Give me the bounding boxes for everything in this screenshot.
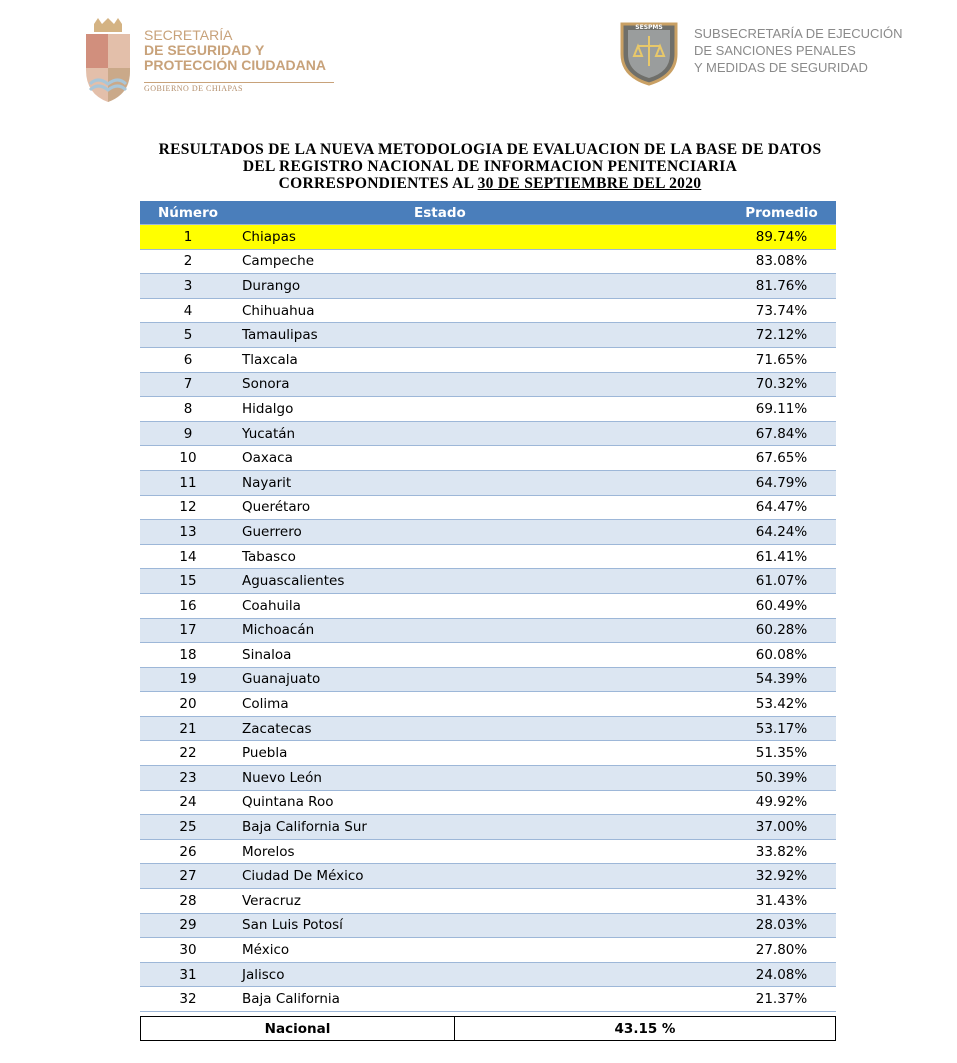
row-average: 54.39% xyxy=(727,667,836,692)
right-org-line3: Y MEDIDAS DE SEGURIDAD xyxy=(694,60,868,75)
row-number: 24 xyxy=(140,790,236,815)
table-row xyxy=(140,298,836,323)
row-state: Baja California Sur xyxy=(236,815,727,840)
row-average: 69.11% xyxy=(727,397,836,422)
row-number: 12 xyxy=(140,495,236,520)
row-state: Hidalgo xyxy=(236,397,727,422)
row-number: 27 xyxy=(140,864,236,889)
row-state: Oaxaca xyxy=(236,446,727,471)
row-state: Tabasco xyxy=(236,544,727,569)
row-number: 22 xyxy=(140,741,236,766)
row-state: Guanajuato xyxy=(236,667,727,692)
row-average: 37.00% xyxy=(727,815,836,840)
table-row xyxy=(140,446,836,471)
row-state: Sinaloa xyxy=(236,643,727,668)
row-average: 53.42% xyxy=(727,692,836,717)
table-row xyxy=(140,593,836,618)
row-average: 67.65% xyxy=(727,446,836,471)
row-state: Ciudad De México xyxy=(236,864,727,889)
row-number: 21 xyxy=(140,716,236,741)
row-state: Colima xyxy=(236,692,727,717)
title-line1: RESULTADOS DE LA NUEVA METODOLOGIA DE EVALUACION DE LA BASE DE DATOS xyxy=(158,141,822,158)
row-state: San Luis Potosí xyxy=(236,913,727,938)
row-number: 25 xyxy=(140,815,236,840)
row-state: Jalisco xyxy=(236,962,727,987)
right-org-line1: SUBSECRETARÍA DE EJECUCIÓN xyxy=(694,26,903,41)
table-row xyxy=(140,225,836,250)
national-label: Nacional xyxy=(141,1017,455,1040)
row-average: 53.17% xyxy=(727,716,836,741)
table-row xyxy=(140,692,836,717)
row-number: 29 xyxy=(140,913,236,938)
row-state: Sonora xyxy=(236,372,727,397)
row-state: Baja California xyxy=(236,987,727,1012)
row-state: Morelos xyxy=(236,839,727,864)
row-state: Nayarit xyxy=(236,470,727,495)
row-state: México xyxy=(236,938,727,963)
row-number: 17 xyxy=(140,618,236,643)
row-number: 26 xyxy=(140,839,236,864)
row-average: 51.35% xyxy=(727,741,836,766)
row-average: 32.92% xyxy=(727,864,836,889)
row-state: Aguascalientes xyxy=(236,569,727,594)
right-org-line2: DE SANCIONES PENALES xyxy=(694,43,856,58)
table-row xyxy=(140,372,836,397)
row-number: 1 xyxy=(140,225,236,250)
table-row xyxy=(140,815,836,840)
row-number: 6 xyxy=(140,347,236,372)
row-state: Veracruz xyxy=(236,889,727,914)
table-row xyxy=(140,962,836,987)
left-org-line2: DE SEGURIDAD Y xyxy=(144,42,265,58)
table-row xyxy=(140,347,836,372)
table-header-row xyxy=(140,201,836,225)
title-line2: DEL REGISTRO NACIONAL DE INFORMACION PENITENCIARIA xyxy=(242,158,738,175)
table-row xyxy=(140,938,836,963)
row-number: 7 xyxy=(140,372,236,397)
table-row xyxy=(140,520,836,545)
badge-text: SESPMS xyxy=(635,24,663,31)
table-row xyxy=(140,421,836,446)
row-number: 28 xyxy=(140,889,236,914)
table-row xyxy=(140,249,836,274)
row-number: 19 xyxy=(140,667,236,692)
row-number: 31 xyxy=(140,962,236,987)
row-state: Durango xyxy=(236,274,727,299)
table-row xyxy=(140,766,836,791)
row-average: 60.08% xyxy=(727,643,836,668)
table-row xyxy=(140,569,836,594)
table-row xyxy=(140,741,836,766)
row-average: 60.49% xyxy=(727,593,836,618)
table-row xyxy=(140,618,836,643)
table-row xyxy=(140,470,836,495)
row-average: 28.03% xyxy=(727,913,836,938)
row-state: Quintana Roo xyxy=(236,790,727,815)
row-average: 50.39% xyxy=(727,766,836,791)
title-line3-prefix: CORRESPONDIENTES AL xyxy=(278,175,478,192)
table-row xyxy=(140,913,836,938)
row-average: 33.82% xyxy=(727,839,836,864)
row-number: 2 xyxy=(140,249,236,274)
row-number: 15 xyxy=(140,569,236,594)
row-number: 10 xyxy=(140,446,236,471)
row-number: 5 xyxy=(140,323,236,348)
row-average: 61.41% xyxy=(727,544,836,569)
row-average: 89.74% xyxy=(727,225,836,250)
row-number: 9 xyxy=(140,421,236,446)
row-state: Tlaxcala xyxy=(236,347,727,372)
row-average: 31.43% xyxy=(727,889,836,914)
header-number: Número xyxy=(140,201,236,225)
left-org-name xyxy=(144,28,326,73)
row-average: 72.12% xyxy=(727,323,836,348)
row-state: Guerrero xyxy=(236,520,727,545)
chiapas-coat-of-arms-logo xyxy=(80,18,136,102)
row-average: 27.80% xyxy=(727,938,836,963)
table-row xyxy=(140,839,836,864)
row-average: 67.84% xyxy=(727,421,836,446)
table-row xyxy=(140,643,836,668)
sespms-badge-logo xyxy=(618,20,680,86)
title-date: 30 DE SEPTIEMBRE DEL 2020 xyxy=(477,175,702,192)
left-org-line3: PROTECCIÓN CIUDADANA xyxy=(144,57,326,73)
row-state: Coahuila xyxy=(236,593,727,618)
row-average: 24.08% xyxy=(727,962,836,987)
left-org-line1: SECRETARÍA xyxy=(144,27,233,43)
row-average: 64.79% xyxy=(727,470,836,495)
row-average: 64.24% xyxy=(727,520,836,545)
table-row xyxy=(140,397,836,422)
row-average: 49.92% xyxy=(727,790,836,815)
row-state: Zacatecas xyxy=(236,716,727,741)
row-state: Michoacán xyxy=(236,618,727,643)
row-number: 4 xyxy=(140,298,236,323)
row-average: 81.76% xyxy=(727,274,836,299)
results-table xyxy=(140,201,836,1012)
table-row xyxy=(140,544,836,569)
row-state: Puebla xyxy=(236,741,727,766)
row-number: 32 xyxy=(140,987,236,1012)
document-title xyxy=(140,141,840,192)
table-row xyxy=(140,495,836,520)
row-average: 83.08% xyxy=(727,249,836,274)
row-average: 60.28% xyxy=(727,618,836,643)
page-header xyxy=(0,0,957,120)
row-number: 13 xyxy=(140,520,236,545)
row-number: 16 xyxy=(140,593,236,618)
table-row xyxy=(140,987,836,1012)
table-row xyxy=(140,864,836,889)
row-number: 11 xyxy=(140,470,236,495)
header-average: Promedio xyxy=(727,201,836,225)
row-average: 71.65% xyxy=(727,347,836,372)
table-row xyxy=(140,323,836,348)
row-number: 20 xyxy=(140,692,236,717)
row-state: Chiapas xyxy=(236,225,727,250)
row-state: Nuevo León xyxy=(236,766,727,791)
row-average: 64.47% xyxy=(727,495,836,520)
row-number: 30 xyxy=(140,938,236,963)
table-row xyxy=(140,667,836,692)
row-state: Querétaro xyxy=(236,495,727,520)
row-average: 70.32% xyxy=(727,372,836,397)
right-org-name xyxy=(694,25,903,76)
left-org-subline: GOBIERNO DE CHIAPAS xyxy=(144,82,334,93)
header-state: Estado xyxy=(236,201,727,225)
row-state: Tamaulipas xyxy=(236,323,727,348)
row-number: 8 xyxy=(140,397,236,422)
row-state: Yucatán xyxy=(236,421,727,446)
table-row xyxy=(140,274,836,299)
title-line3 xyxy=(140,175,840,192)
row-number: 14 xyxy=(140,544,236,569)
row-average: 73.74% xyxy=(727,298,836,323)
row-state: Campeche xyxy=(236,249,727,274)
row-average: 61.07% xyxy=(727,569,836,594)
table-row xyxy=(140,889,836,914)
national-total-row xyxy=(140,1016,836,1041)
row-state: Chihuahua xyxy=(236,298,727,323)
row-number: 3 xyxy=(140,274,236,299)
row-average: 21.37% xyxy=(727,987,836,1012)
table-body xyxy=(140,225,836,1012)
row-number: 23 xyxy=(140,766,236,791)
table-row xyxy=(140,790,836,815)
national-value: 43.15 % xyxy=(614,1020,676,1037)
row-number: 18 xyxy=(140,643,236,668)
table-row xyxy=(140,716,836,741)
